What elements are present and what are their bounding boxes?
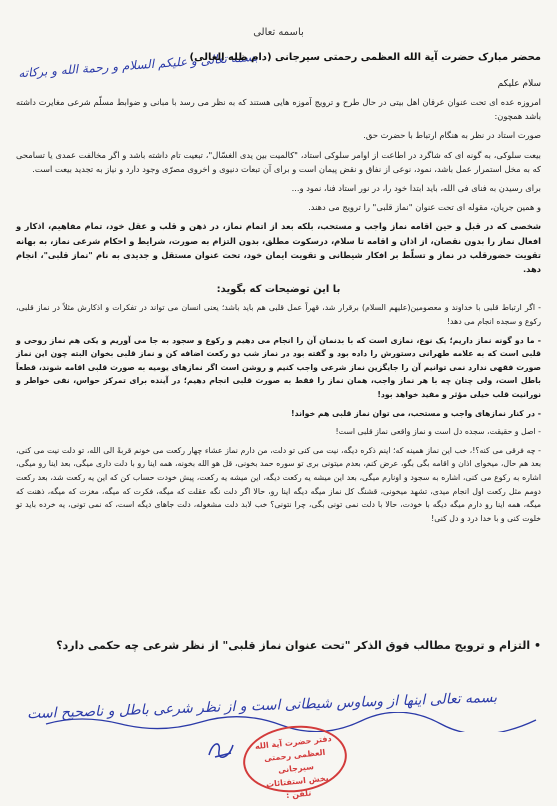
bullet-item: - اگر ارتباط قلبی با خداوند و معصومین(علیهم السلام) برقرار شد، قهراً عمل قلبی هم باید باشد؛ یعنی انسان می تواند در تفکرات و اذکارش مثلاً در نماز قلبی، رکوع و سجده انجام می دهد! — [16, 301, 541, 328]
subheading: با این توضیحات که بگوید: — [216, 284, 341, 296]
salam-line: سلام علیکم — [497, 79, 541, 89]
main-paragraph: شخصی که در قبل و حین اقامه نماز واجب و مستحب، بلکه بعد از اتمام نماز، در ذهن و قلب و عقل خود، تمام مفاهیم، اذکار و افعال نماز را بدون نقصان، از اذان و اقامه تا سلام، درسکوت مطلق، بدون التزام به صورت، شرایط و احکام شرعی نماز، به بهانه تقویت حضورقلب در نماز و تسلّط بر افکار شیطانی و تقویت ایمان خود، تحت عنوان مستقل و جدیدی به نام "نماز قلبی"، انجام دهد. — [16, 221, 541, 275]
question: • التزام و ترویج مطالب فوق الذکر "تحت عنوان نماز قلبی" از نظر شرعی چه حکمی دارد؟ — [16, 639, 541, 652]
stamp-line: بخش استفتائات — [265, 773, 330, 790]
document-heading: محضر مبارک حضرت آیة الله العظمی رحمتی سیرجانی (دام ظله العالی) — [189, 52, 541, 63]
document-body — [16, 95, 541, 530]
handwritten-answer: بسمه تعالی اینها از وساوس شیطانی است و از نظر شرعی باطل و ناصحیح است — [26, 689, 498, 723]
intro-paragraph: امروزه عده ای تحت عنوان عرفان اهل بیتی در حال طرح و ترویج آموزه هایی هستند که به نظر می رسد با مبانی و ضوابط مسلّم شرعی مغایرت داشته باشد همچون: — [16, 97, 541, 122]
stamp-line: تلفن : — [285, 788, 312, 801]
list-item: بیعت سلوکی، به گونه ای که شاگرد در اطاعت از اوامر سلوکی استاد، "کالمیت بین یدی الغسّال"، تبعیت تام داشته باشد و اگر مخالفت عمدی یا تسامحی که به مخل استمرار عمل باشد، نمود، نوعی از نفاق و نقض پیمان است و برای آن تبعات دنیوی و اخروی مصرّی وجود دارد و نیاز به تجدید بیعت است. — [16, 149, 541, 174]
bullet-item: - ما دو گونه نماز داریم؛ یک نوع، نمازی است که با بدنمان آن را انجام می دهیم و رکوع و سجود به جا می آوریم و یکی هم نماز روحی و قلبی است که به علامه طهرانی دستورش را داده بود و گفته بود در نماز شب دو رکعت اضافه کن و نماز قلبی بخوان البته چون این نماز صورت فقهی ندارد نمی توانیم آن را جایگزین نماز شرعی واجب کنیم و روشن است اگر نمازهای یومیه به صورت قلبی اقامه شوند، قطعاً باطل است، ولی چنان چه با هر نماز واجب، همان نماز را فقط به صورت قلبی انجام دهیم؛ در آینده برای تمرکز حواس، نفی خواطر و نورانیت قلب خیلی مؤثر و مفید خواهد بود! — [16, 334, 541, 402]
stamp-line: دفتر حضرت آیة الله العظمی رحمتی سیرجانی — [254, 734, 333, 775]
list-item: برای رسیدن به فنای فی الله، باید ابتدا خود را، در نور استاد فنا، نمود و... — [291, 183, 541, 194]
bullet-item: - چه فرقی می کنه؟!، خب این نماز همینه که؛ اینم ذکره دیگه، نیت می کنی تو دلت، من دارم نماز عشاء چهار رکعت می خونم قربةً الی الله، تو دلت نیت می کنی، بعد هم حال، میخوای اذان و اقامه بگی بگو، عرض کنم، بعدم میتونی بری تو سوره حمد بخونی، قل هو الله بخونه، همه اینا رو با دلت داری میگی، بعد اینا رو میگی، اشاره به رکوع می کنی، اشاره به سجود و اونارم میگی، بعد این میشه یه رکعت دیگه، این میشه یه رکعت، پیش خودت حساب کن که این یه رکعت شد، بعد رکعت دومم مثل رکعت اول انجام میدی، تشهد میخونی، قشنگ کل نماز میگه دیگه اینا رو، حالا اگر دلت نگه عقلت که میگه، فکرت که میگه، مغزت که میگه، ذهنت که میگه، همه اینا رو دارم میگه دیگه با خودت، حالا با دلت نمی تونی بگی، چرا نتونی؟ خب لابد دلت مشغوله، دلت جاهای دیگه است، که نمی تونی، یه خرده باید تو خلوت کنی و با خدا درد و دل کنی! — [16, 444, 541, 526]
office-stamp — [240, 721, 350, 801]
bullet-item: - در کنار نمازهای واجب و مستحب، می توان نماز قلبی هم خواند! — [16, 407, 541, 421]
list-item: و همین جریان، مقوله ای تحت عنوان "نماز قلبی" را ترویج می دهند. — [308, 202, 541, 213]
signature-icon — [205, 735, 239, 763]
list-item: صورت استاد در نظر به هنگام ارتباط با حضرت حق. — [363, 130, 541, 141]
bullet-item: - اصل و حقیقت، سجده دل است و نماز واقعی نماز قلبی است! — [16, 425, 541, 439]
handwritten-greeting: بسمه تعالی و علیکم السلام و رحمة الله و برکاته — [17, 49, 259, 81]
bismillah: باسمه تعالی — [253, 27, 304, 38]
